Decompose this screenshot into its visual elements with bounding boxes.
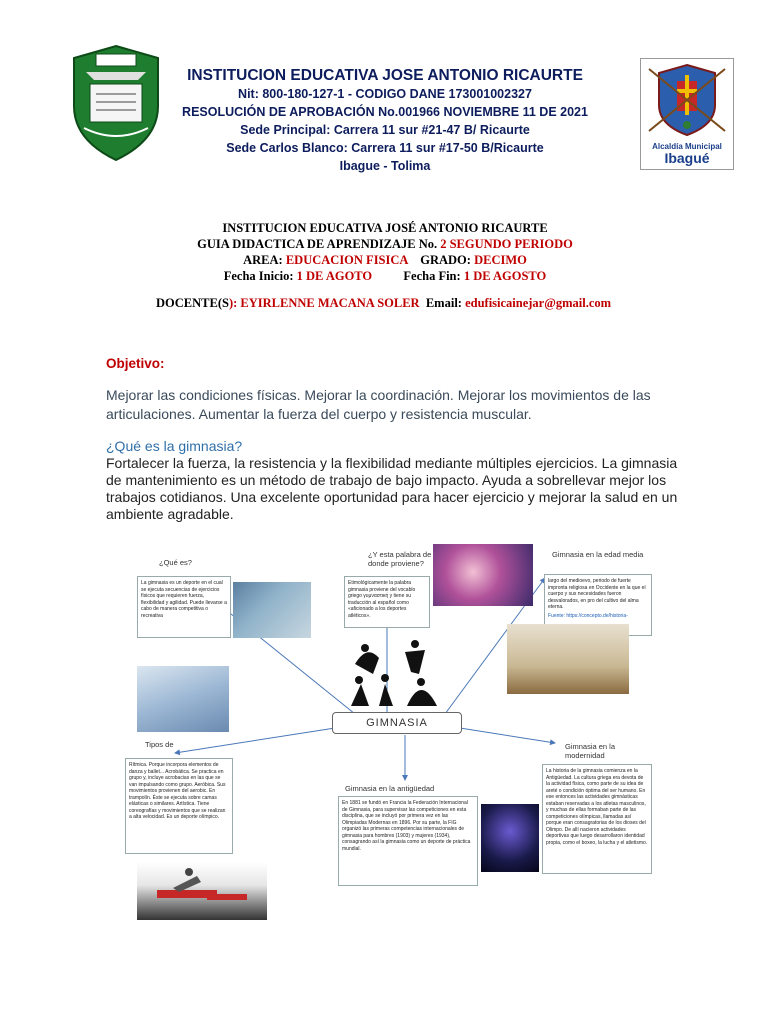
coat-of-arms-icon xyxy=(641,59,733,139)
objetivo-title: Objetivo: xyxy=(106,356,165,371)
fin-value: 1 DE AGOSTO xyxy=(463,269,547,283)
alcaldia-logo xyxy=(640,58,734,170)
antiguedad-title: Gimnasia en la antigüedad xyxy=(345,784,435,793)
antiguedad-box: En 1881 se fundó en Francia la Federación Internacional de Gimnasia, para supervisar las competiciones en esta disciplina, que se incluyó por primera vez en las Olimpiadas Modernas en 1896. Por su parte, la FIG organizó las primeras competencias internacionales de gimnasia para hombres (1903) y mujeres (1934), consagrando así la gimnasia como un deporte de práctica mundial. xyxy=(338,796,478,886)
guide-number-line xyxy=(150,236,620,252)
docente-value: ): EYIRLENNE MACANA SOLER xyxy=(228,296,420,310)
acrobatic-team-photo xyxy=(137,666,229,732)
question-heading: ¿Qué es la gimnasia? xyxy=(106,438,243,454)
media-text: largo del medioevo, periodo de fuerte impronta religiosa en Occidente en la que el cuerpo y sus necesidades fueron desvalorados, en pro del cultivo del alma eterna. xyxy=(548,578,646,610)
pommel-horse-photo xyxy=(137,862,267,920)
gymnast-silhouettes-icon xyxy=(345,634,445,708)
gymnastics-mind-map xyxy=(125,538,655,924)
origen-title: ¿Y esta palabra de donde proviene? xyxy=(368,550,432,568)
media-title: Gimnasia en la edad media xyxy=(552,550,644,559)
sede-carlos-blanco: Sede Carlos Blanco: Carrera 11 sur #17-50 B/Ricaurte xyxy=(226,141,544,155)
email-label: Email: xyxy=(425,296,462,310)
objetivo-text: Mejorar las condiciones físicas. Mejorar la coordinación. Mejorar los movimientos de las articulaciones. Aumentar la fuerza del cuerpo y resistencia muscular. xyxy=(106,387,651,422)
dates-line xyxy=(150,268,620,284)
que-es-title: ¿Qué es? xyxy=(159,558,192,567)
modernidad-title: Gimnasia en la modernidad xyxy=(565,742,616,760)
docente-line xyxy=(156,296,716,311)
institution-name: INSTITUCION EDUCATIVA JOSE ANTONIO RICAURTE xyxy=(187,67,583,84)
fin-label: Fecha Fin: xyxy=(403,269,461,283)
guide-institution: INSTITUCION EDUCATIVA JOSÉ ANTONIO RICAURTE xyxy=(222,221,548,235)
guide-label: GUIA DIDACTICA DE APRENDIZAJE No. xyxy=(197,237,438,251)
grado-label: GRADO: xyxy=(420,253,471,267)
grado-value: DECIMO xyxy=(474,253,527,267)
ancient-temple-photo xyxy=(507,624,629,694)
origen-box: Etimológicamente la palabra gimnasia proviene del vocablo griego γυμναστική y tiene su traducción al español como «aficionado a los deportes atléticos». xyxy=(344,576,430,628)
institution-header xyxy=(170,66,600,175)
tipos-box: Rítmica. Porque incorpora elementos de danza y ballet... Acrobática. Se practica en grupo y, incluye acrobacias en las que se van impulsando como grupo. Aeróbica. Sus movimientos provienen del aerobic. En trampolín. Éste se ejecuta sobre camas elásticas o similares. Artística. Tiene coreografías y movimientos que se realizan a alta velocidad. Es un deporte olímpico. xyxy=(125,758,233,854)
alcaldia-logo-line2: Ibagué xyxy=(664,150,710,166)
guide-period: 2 SEGUNDO PERIODO xyxy=(440,237,573,251)
inicio-label: Fecha Inicio: xyxy=(223,269,294,283)
institution-city: Ibague - Tolima xyxy=(339,159,431,173)
media-source-link[interactable]: Fuente: https://concepto.de/historia- xyxy=(548,612,628,619)
trampoline-night-photo xyxy=(481,804,539,872)
gym-hall-photo xyxy=(233,582,311,638)
guide-info xyxy=(150,220,620,284)
docente-label: DOCENTE(S xyxy=(156,296,229,310)
institution-resolution: RESOLUCIÓN DE APROBACIÓN No.001966 NOVIEMBRE 11 DE 2021 xyxy=(182,105,588,119)
area-label: AREA: xyxy=(243,253,283,267)
tipos-title: Tipos de xyxy=(145,740,174,749)
question-answer: Fortalecer la fuerza, la resistencia y la flexibilidad mediante múltiples ejercicios. La gimnasia de mantenimiento es un método de trabajo de bajo impacto. Ayuda a sobrellevar mejor los trabajos cotidianos. Una excelente oportunidad para hacer ejercicio y mejorar la salud en un ambiente agradable. xyxy=(106,455,678,522)
email-value[interactable]: edufisicainejar@gmail.com xyxy=(465,296,612,310)
school-shield-logo xyxy=(66,44,166,162)
sede-principal: Sede Principal: Carrera 11 sur #21-47 B/ Ricaurte xyxy=(240,123,530,137)
rhythmic-gymnast-photo xyxy=(433,544,533,606)
modernidad-box: La historia de la gimnasia comienza en la Antigüedad. La cultura griega era devota de la actividad física, como parte de su idea de areté o condición óptima del ser humano. En ese entonces las actividades gimnásticas estaban reservadas a los atletas masculinos, y muchas de ellas formaban parte de las competiciones olímpicas, llamadas así porque eran consagratorias de los dioses del Olimpo. De allí nacieron actividades deportivas que luego desarrollaron identidad propia, como el boxeo, la lucha y el atletismo. xyxy=(542,764,652,874)
alcaldia-logo-line1: Alcaldía Municipal xyxy=(652,142,722,151)
institution-nit: Nit: 800-180-127-1 - CODIGO DANE 173001002327 xyxy=(238,87,532,101)
area-value: EDUCACION FISICA xyxy=(285,253,408,267)
gimnasia-center-node: GIMNASIA xyxy=(332,712,462,734)
pommel-horse-icon xyxy=(137,862,267,920)
que-es-box: La gimnasia es un deporte en el cual se ejecuta secuencias de ejercicios físicos que requieren fuerza, flexibilidad y agilidad. Puede llevarse a cabo de manera competitiva o recreativa xyxy=(137,576,231,638)
inicio-value: 1 DE AGOTO xyxy=(296,269,373,283)
area-line xyxy=(150,252,620,268)
